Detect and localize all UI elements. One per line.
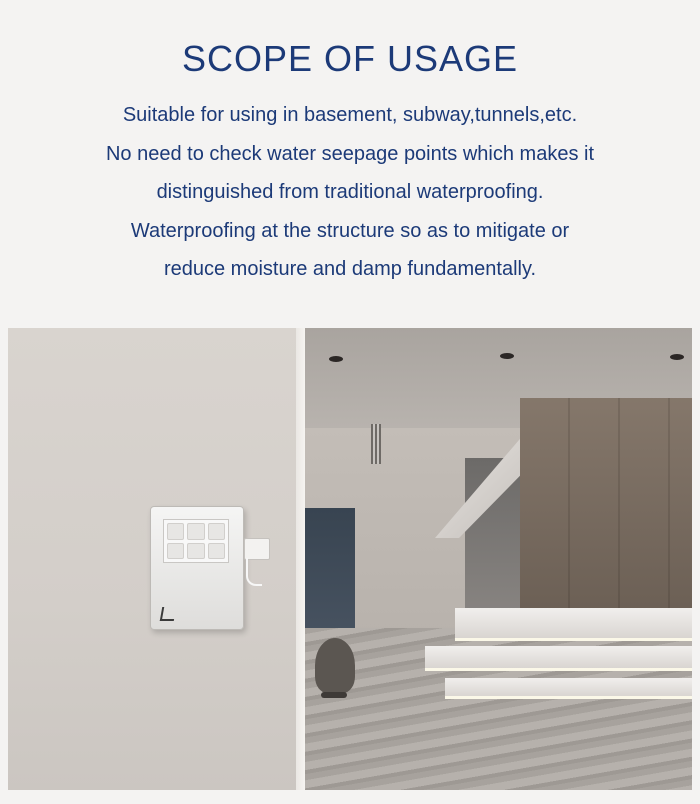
lounge-chair — [315, 638, 355, 693]
page-title: SCOPE OF USAGE — [181, 38, 519, 79]
power-socket — [244, 538, 270, 560]
screen-tile — [208, 543, 225, 560]
description — [0, 96, 700, 289]
wall-edge — [296, 328, 305, 790]
description-line: No need to check water seepage points which makes it — [105, 142, 595, 165]
product-scene-photo — [8, 328, 692, 790]
wall-panel — [8, 328, 296, 790]
interior-room — [305, 328, 692, 790]
chair-base — [321, 692, 347, 698]
ceiling-light-icon — [500, 353, 514, 359]
description-line: Waterproofing at the structure so as to mitigate or — [130, 219, 570, 242]
air-vent — [371, 424, 381, 464]
description-line: reduce moisture and damp fundamentally. — [163, 258, 537, 280]
device-screen — [163, 519, 229, 563]
brand-mark-icon — [160, 607, 176, 621]
ceiling-light-icon — [329, 356, 343, 362]
screen-tile — [167, 543, 184, 560]
description-line: distinguished from traditional waterproofing. — [156, 181, 544, 203]
controller-device — [150, 506, 244, 630]
wood-shade — [520, 398, 692, 628]
screen-tile — [187, 543, 204, 560]
screen-tile — [187, 523, 204, 540]
power-cable — [246, 558, 262, 586]
marble-step — [455, 608, 692, 641]
screen-tile — [208, 523, 225, 540]
description-line: Suitable for using in basement, subway,tunnels,etc. — [122, 104, 578, 126]
screen-tile — [167, 523, 184, 540]
marble-step — [425, 646, 692, 671]
ceiling-light-icon — [670, 354, 684, 360]
marble-step — [445, 678, 692, 699]
